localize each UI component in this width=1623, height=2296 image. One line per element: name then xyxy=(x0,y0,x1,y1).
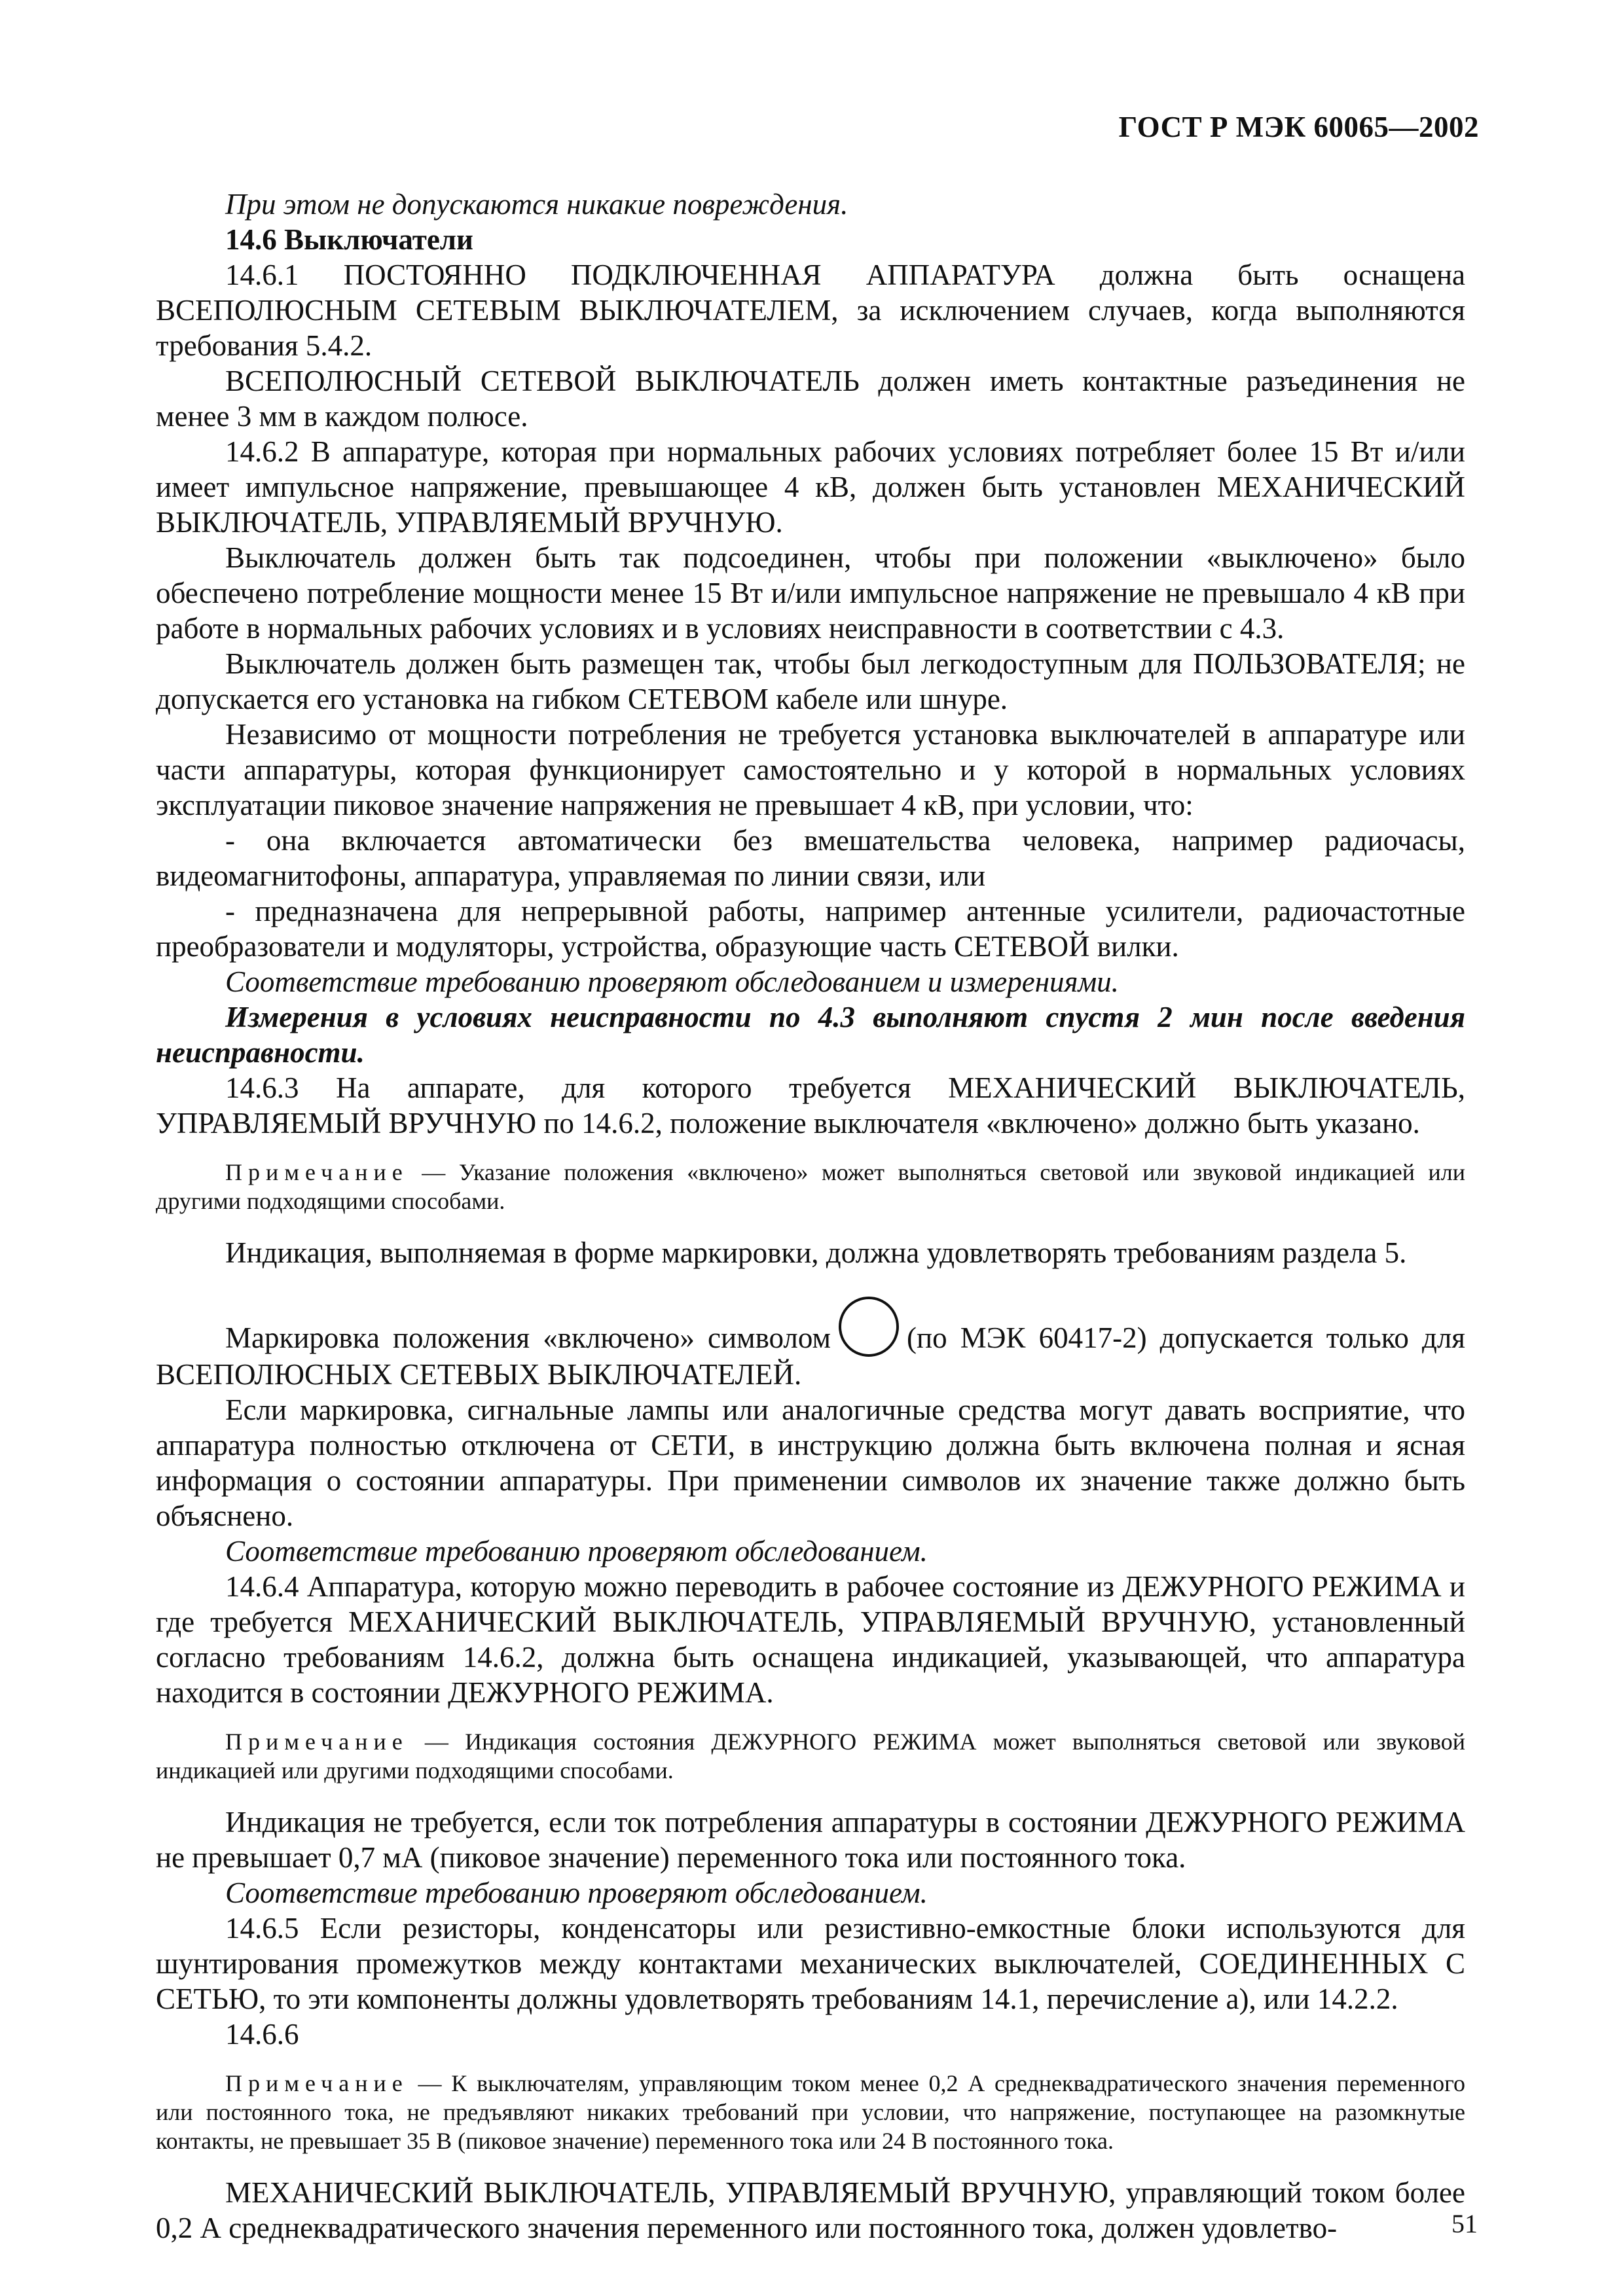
paragraph: 14.6.2 В аппаратуре, которая при нормальных рабочих условиях потребляет более 15 Вт и/или имеет импульсное напряжение, превышающее 4 кВ, должен быть установлен МЕХАНИЧЕСКИЙ ВЫКЛЮЧАТЕЛЬ, УПРАВЛЯЕМЫЙ ВРУЧНУЮ. xyxy=(156,435,1465,539)
power-on-circle-icon xyxy=(839,1297,899,1357)
list-item: - предназначена для непрерывной работы, например антенные усилители, радиочастотные преобразователи и модуляторы, устройства, образующие часть СЕТЕВОЙ вилки. xyxy=(156,895,1465,963)
note-text: — К выключателям, управляющим током менее 0,2 А среднеквадратического значения переменного или постоянного тока, не предъявляют никаких требований при условии, что напряжение, поступающее на разомкнутые контакты, не превышает 35 В (пиковое значение) переменного тока или 24 В постоянного тока. xyxy=(156,2070,1466,2154)
paragraph: 14.6.4 Аппаратура, которую можно переводить в рабочее состояние из ДЕЖУРНОГО РЕЖИМА и где требуется МЕХАНИЧЕСКИЙ ВЫКЛЮЧАТЕЛЬ, УПРАВЛЯЕМЫЙ ВРУЧНУЮ, установленный согласно требованиям 14.6.2, должна быть оснащена индикацией, указывающей, что аппаратура находится в состоянии ДЕЖУРНОГО РЕЖИМА. xyxy=(156,1570,1465,1709)
paragraph: Выключатель должен быть так подсоединен, чтобы при положении «выключено» было обеспечено потребление мощности менее 15 Вт и/или импульсное напряжение не превышало 4 кВ при работе в нормальных рабочих условиях и в условиях неисправности в соответствии с 4.3. xyxy=(156,541,1465,645)
paragraph-with-symbol xyxy=(156,1297,1465,1392)
paragraph: Индикация, выполняемая в форме маркировки, должна удовлетворять требованиям раздела 5. xyxy=(225,1236,1407,1269)
paragraph: 14.6.5 Если резисторы, конденсаторы или резистивно-емкостные блоки используются для шунтирования промежутков между контактами механических выключателей, СОЕДИНЕННЫХ С СЕТЬЮ, то эти компоненты должны удовлетворять требованиям 14.1, перечисление а), или 14.2.2. xyxy=(156,1912,1465,2015)
note-label: Примечание xyxy=(225,1159,409,1185)
note xyxy=(156,1158,1465,1215)
compliance-note: Соответствие требованию проверяют обследованием. xyxy=(225,1535,928,1568)
page-number: 51 xyxy=(1451,2209,1478,2238)
document-body xyxy=(156,187,1465,2246)
paragraph: Независимо от мощности потребления не требуется установка выключателей в аппаратуре или части аппаратуры, которая функционирует самостоятельно и у которой в нормальных условиях эксплуатации пиковое значение напряжения не превышает 4 кВ, при условии, что: xyxy=(156,718,1465,821)
standard-header: ГОСТ Р МЭК 60065—2002 xyxy=(1118,111,1479,143)
list-item: - она включается автоматически без вмешательства человека, например радиочасы, видеомагнитофоны, аппаратура, управляемая по линии связи, или xyxy=(156,824,1465,892)
paragraph: Выключатель должен быть размещен так, чтобы был легкодоступным для ПОЛЬЗОВАТЕЛЯ; не допускается его установка на гибком СЕТЕВОМ кабеле или шнуре. xyxy=(156,647,1465,715)
compliance-note: Соответствие требованию проверяют обследованием. xyxy=(225,1876,928,1909)
note xyxy=(156,2069,1465,2155)
paragraph: Индикация не требуется, если ток потребления аппаратуры в состоянии ДЕЖУРНОГО РЕЖИМА не превышает 0,7 мА (пиковое значение) переменного тока или постоянного тока. xyxy=(156,1806,1465,1874)
paragraph: При этом не допускаются никакие повреждения. xyxy=(225,188,848,221)
compliance-note: Измерения в условиях неисправности по 4.3 выполняют спустя 2 мин после введения неисправности. xyxy=(156,1001,1465,1069)
compliance-note: Соответствие требованию проверяют обследованием и измерениями. xyxy=(225,965,1119,998)
note xyxy=(156,1727,1465,1785)
note-label: Примечание xyxy=(225,2070,409,2096)
paragraph-text: Маркировка положения «включено» символом xyxy=(225,1321,831,1354)
note-label: Примечание xyxy=(225,1729,409,1755)
paragraph-text: (по МЭК 60417-2) допускается только для ВСЕПОЛЮСНЫХ СЕТЕВЫХ ВЫКЛЮЧАТЕЛЕЙ. xyxy=(156,1321,1466,1391)
paragraph: МЕХАНИЧЕСКИЙ ВЫКЛЮЧАТЕЛЬ, УПРАВЛЯЕМЫЙ ВРУЧНУЮ, управляющий током более 0,2 А среднеквадратического значения переменного или постоянного тока, должен удовлетво- xyxy=(156,2176,1465,2244)
section-heading: 14.6 Выключатели xyxy=(225,223,473,256)
paragraph: Если маркировка, сигнальные лампы или аналогичные средства могут давать восприятие, что аппаратура полностью отключена от СЕТИ, в инструкцию должна быть включена полная и ясная информация о состоянии аппаратуры. При применении символов их значение также должно быть объяснено. xyxy=(156,1393,1465,1532)
paragraph: 14.6.3 На аппарате, для которого требуется МЕХАНИЧЕСКИЙ ВЫКЛЮЧАТЕЛЬ, УПРАВЛЯЕМЫЙ ВРУЧНУЮ по 14.6.2, положение выключателя «включено» должно быть указано. xyxy=(156,1071,1465,1139)
paragraph: 14.6.1 ПОСТОЯННО ПОДКЛЮЧЕННАЯ АППАРАТУРА должна быть оснащена ВСЕПОЛЮСНЫМ СЕТЕВЫМ ВЫКЛЮЧАТЕЛЕМ, за исключением случаев, когда выполняются требования 5.4.2. xyxy=(156,259,1465,362)
paragraph: ВСЕПОЛЮСНЫЙ СЕТЕВОЙ ВЫКЛЮЧАТЕЛЬ должен иметь контактные разъединения не менее 3 мм в каждом полюсе. xyxy=(156,365,1465,433)
paragraph: 14.6.6 xyxy=(225,2018,299,2051)
note-text: — Индикация состояния ДЕЖУРНОГО РЕЖИМА может выполняться световой или звуковой индикацией или другими подходящими способами. xyxy=(156,1729,1465,1784)
note-text: — Указание положения «включено» может выполняться световой или звуковой индикацией или другими подходящими способами. xyxy=(156,1159,1465,1214)
